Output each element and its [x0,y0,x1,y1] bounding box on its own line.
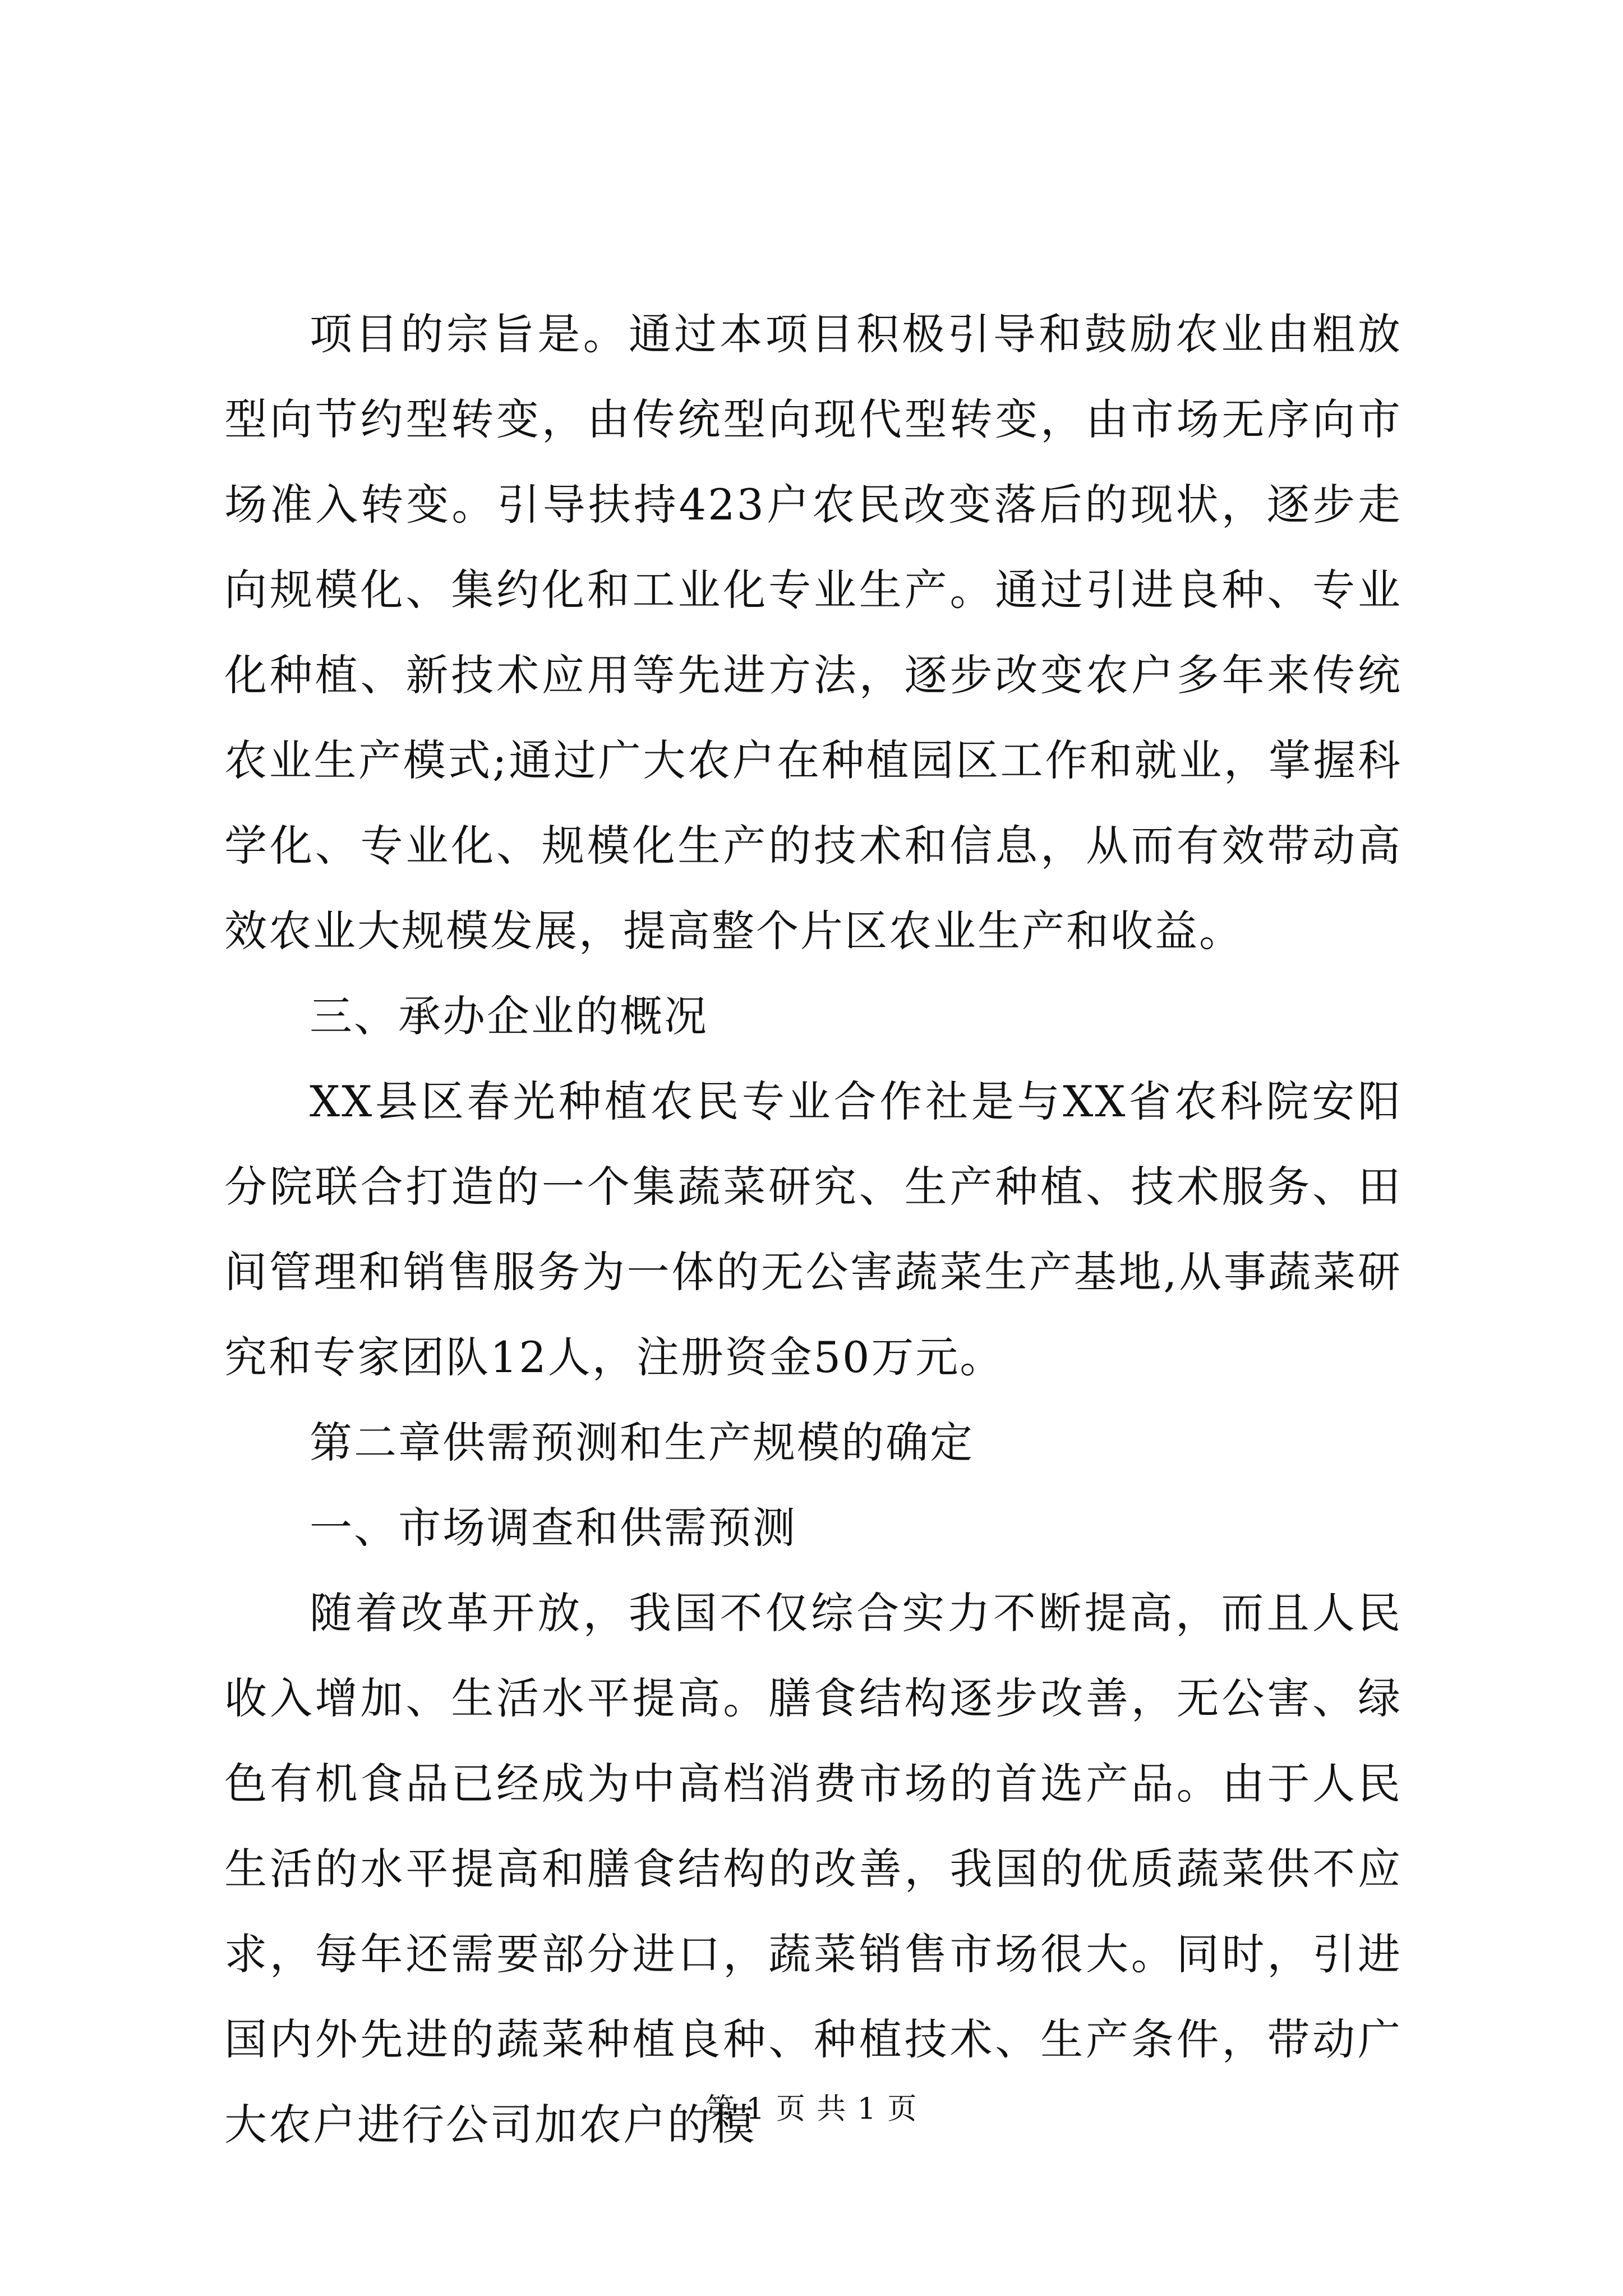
section-heading-market-survey: 一、市场调查和供需预测 [310,1503,797,1553]
paragraph-market-analysis: 随着改革开放，我国不仅综合实力不断提高，而且人民收入增加、生活水平提高。膳食结构逐步改善，无公害、绿色有机食品已经成为中高档消费市场的首选产品。由于人民生活的水平提高和膳食结构的改善，我国的优质蔬菜供不应求，每年还需要部分进口，蔬菜销售市场很大。同时，引进国内外先进的蔬菜种植良种、种植技术、生产条件，带动广大农户进行公司加农户的模 [224,1588,1402,2150]
document-body [224,292,1402,2168]
paragraph-project-purpose: 项目的宗旨是。通过本项目积极引导和鼓励农业由粗放型向节约型转变，由传统型向现代型转变，由市场无序向市场准入转变。引导扶持423户农民改变落后的现状，逐步走向规模化、集约化和工业化专业生产。通过引进良种、专业化种植、新技术应用等先进方法，逐步改变农户多年来传统农业生产模式;通过广大农户在种植园区工作和就业，掌握科学化、专业化、规模化生产的技术和信息，从而有效带动高效农业大规模发展，提高整个片区农业生产和收益。 [224,309,1402,956]
chapter-heading-supply-demand: 第二章供需预测和生产规模的确定 [310,1418,974,1467]
section-heading-company-overview: 三、承办企业的概况 [310,991,708,1041]
paragraph-company-description: XX县区春光种植农民专业合作社是与XX省农科院安阳分院联合打造的一个集蔬菜研究、生产种植、技术服务、田间管理和销售服务为一体的无公害蔬菜生产基地,从事蔬菜研究和专家团队12人，注册资金50万元。 [224,1076,1402,1382]
page-footer: 第 1 页 共 1 页 [705,2092,918,2126]
